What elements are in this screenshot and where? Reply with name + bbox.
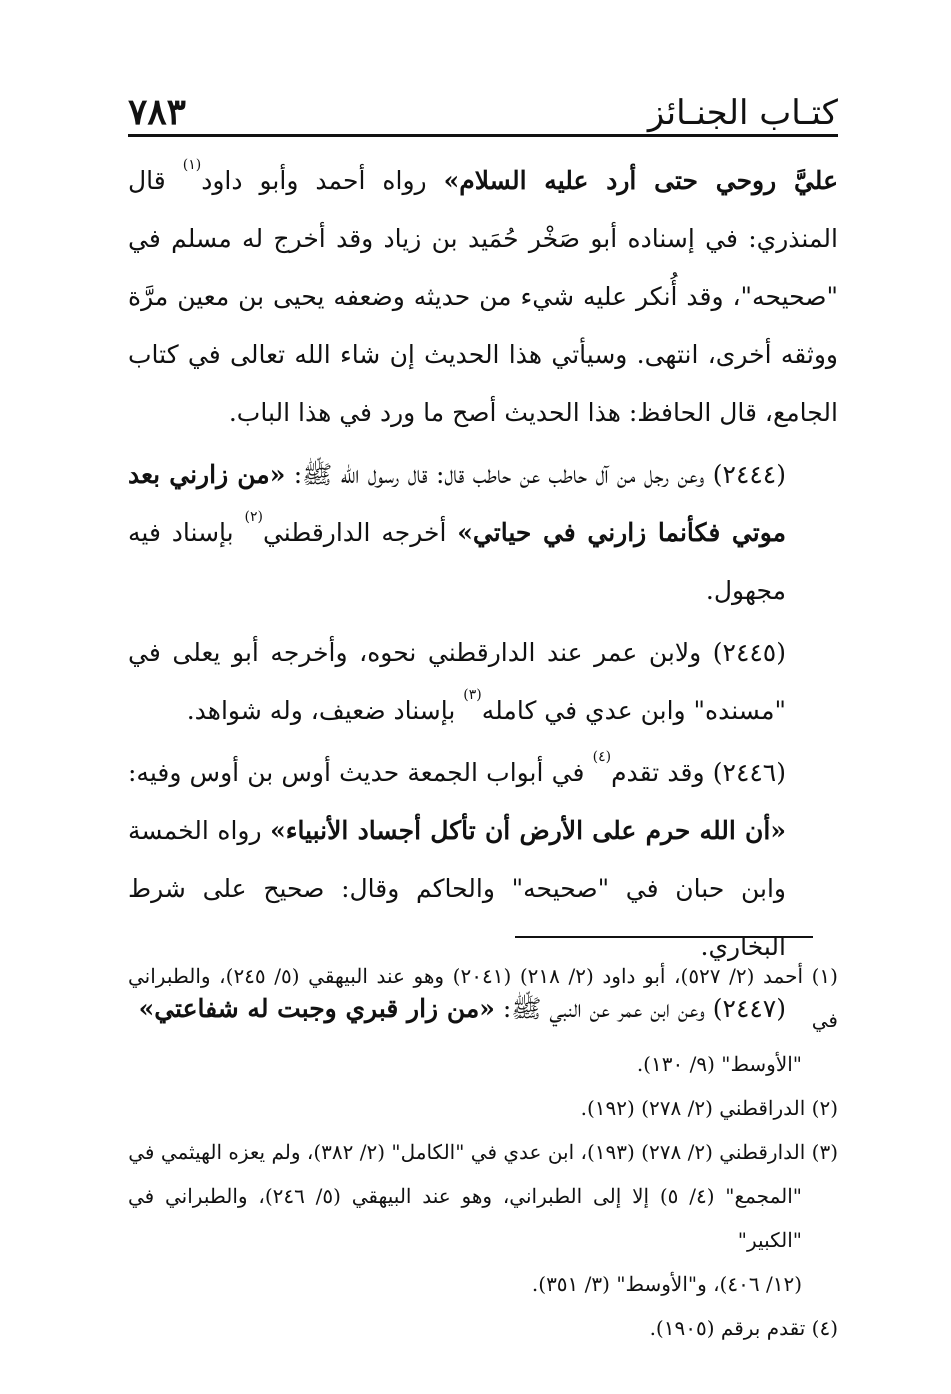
footnote-3: (٣) الدارقطني (٢/ ٢٧٨) (١٩٣)، ابن عدي في "الكامل" (٢/ ٣٨٢)، ولم يعزه الهيثمي في — [128, 1140, 838, 1164]
chapter-title: كتـاب الجنـائز — [647, 93, 838, 134]
paragraph-text: بإسناد ضعيف، وله شواهد. — [186, 696, 464, 725]
paragraph-text: وعن رجل من آل حاطب عن حاطب قال: قال رسول الله ﷺ: — [285, 460, 713, 489]
footnote-ref: (٢) — [244, 509, 263, 525]
paragraph-text: رواه أحمد وأبو داود — [201, 166, 444, 195]
footnotes — [128, 954, 838, 1350]
footnote-3-continued-2: (١٢/ ٤٠٦)، و"الأوسط" (٣/ ٣٥١). — [531, 1272, 802, 1296]
footnote-ref: (١) — [182, 157, 202, 173]
hadith-quote: «أن الله حرم على الأرض أن تأكل أجساد الأنبياء» — [270, 816, 786, 845]
footnote-ref: (٤) — [592, 749, 612, 765]
footnote-1-continued: "الأوسط" (٩/ ١٣٠). — [636, 1052, 802, 1076]
hadith-number: (٢٤٤٥) — [712, 638, 786, 667]
paragraph-text: ولابن عمر عند الدارقطني نحوه، وأخرجه أبو يعلى في "مسنده" وابن عدي في كامله — [128, 638, 786, 725]
hadith-number: (٢٤٤٧) — [712, 994, 786, 1023]
paragraph-text: رواه الخمسة وابن حبان في "صحيحه" والحاكم وقال: صحيح على شرط البخاري. — [128, 816, 786, 961]
footnote-1: (١) أحمد (٢/ ٥٢٧)، أبو داود (٢/ ٢١٨) (٢٠٤١) وهو عند البيهقي (٥/ ٢٤٥)، والطبراني في — [128, 964, 838, 1032]
paragraph-text: بإسناد فيه مجهول. — [128, 518, 786, 605]
hadith-paragraph-2445 — [128, 624, 838, 740]
paragraph-text: قال المنذري: في إسناده أبو صَخْر حُمَيد بن زياد وقد أخرج له مسلم في "صحيحه"، وقد أُنكر عليه شيء من حديثه وضعفه يحيى بن معين مرَّة ووثقه أخرى، انتهى. وسيأتي هذا الحديث إن شاء الله تعالى في كتاب الجامع، قال الحافظ: هذا الحديث أصح ما ورد في هذا الباب. — [128, 166, 838, 427]
hadith-paragraph-2446 — [128, 744, 838, 976]
paragraph-text: وقد تقدم — [611, 758, 713, 787]
page-number: ٧٨٣ — [128, 90, 187, 133]
hadith-quote: «من زارني بعد موتي فكأنما زارني في حياتي» — [128, 460, 787, 547]
hadith-number: (٢٤٤٤) — [712, 460, 786, 489]
paragraph-text: في أبواب الجمعة حديث أوس بن أوس وفيه: — [128, 758, 593, 787]
hadith-number: (٢٤٤٦) — [712, 758, 786, 787]
hadith-quote: عليَّ روحي حتى أرد عليه السلام» — [443, 166, 838, 195]
main-text — [128, 152, 838, 1038]
footnote-2: (٢) الدراقطني (٢/ ٢٧٨) (١٩٢). — [580, 1096, 838, 1120]
page-header — [128, 78, 838, 137]
paragraph-continuation — [128, 152, 838, 442]
footnote-ref: (٣) — [463, 687, 482, 703]
footnote-separator — [515, 936, 813, 938]
hadith-quote: «من زار قبري وجبت له شفاعتي» — [138, 994, 495, 1023]
footnote-3-continued: "المجمع" (٤/ ٥) إلا إلى الطبراني، وهو عند البيهقي (٥/ ٢٤٦)، والطبراني في "الكبير" — [128, 1184, 803, 1252]
footnote-4: (٤) تقدم برقم (١٩٠٥). — [649, 1316, 838, 1340]
paragraph-text: أخرجه الدارقطني — [262, 518, 458, 547]
hadith-paragraph-2444 — [128, 446, 838, 620]
paragraph-text: وعن ابن عمر عن النبي ﷺ: — [494, 994, 713, 1023]
